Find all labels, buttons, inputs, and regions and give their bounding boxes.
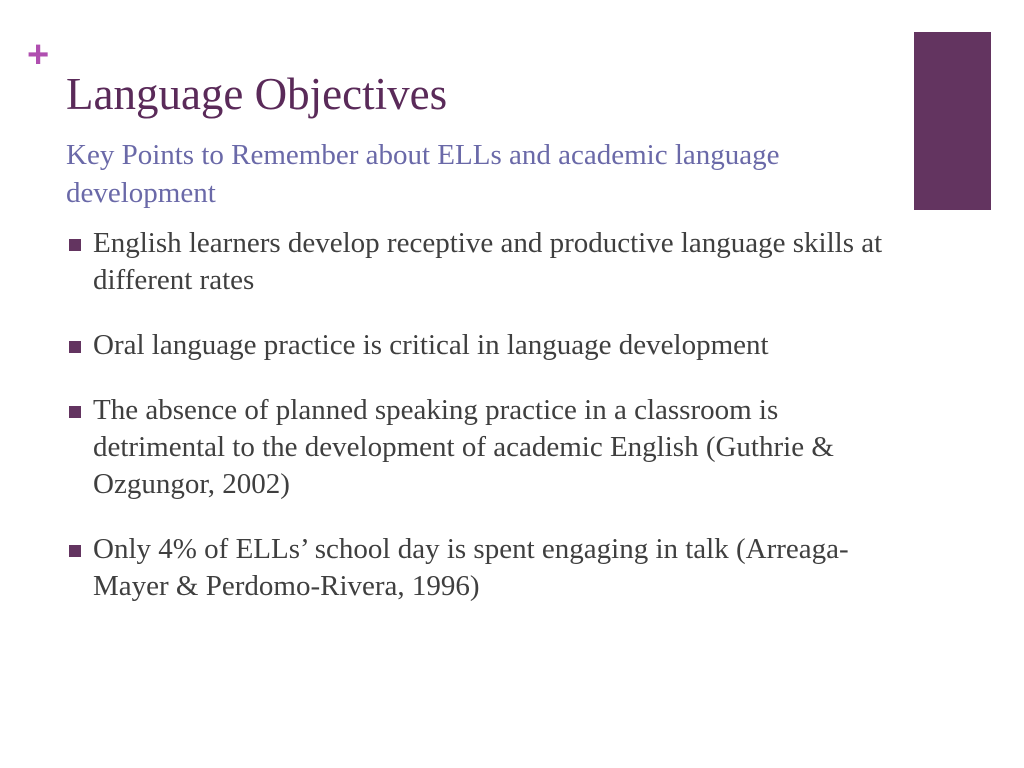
- bullet-item: [66, 225, 896, 299]
- bullet-text: English learners develop receptive and productive language skills at different rates: [93, 227, 883, 296]
- slide-subtitle: Key Points to Remember about ELLs and academic language development: [66, 139, 780, 209]
- slide-title: Language Objectives: [66, 69, 448, 119]
- bullet-item: [66, 531, 896, 605]
- square-bullet-icon: [69, 406, 81, 418]
- plus-icon: +: [27, 34, 50, 76]
- square-bullet-icon: [69, 239, 81, 251]
- bullet-text: Only 4% of ELLs’ school day is spent engaging in talk (Arreaga-Mayer & Perdomo-Rivera, 1996): [93, 533, 849, 602]
- bullet-item: [66, 327, 896, 364]
- bullet-list: [66, 225, 896, 633]
- square-bullet-icon: [69, 545, 81, 557]
- bullet-text: The absence of planned speaking practice in a classroom is detrimental to the development of academic English (Guthrie & Ozgungor, 2002): [93, 394, 834, 500]
- square-bullet-icon: [69, 341, 81, 353]
- accent-bar: [914, 32, 991, 210]
- bullet-text: Oral language practice is critical in language development: [93, 329, 769, 361]
- bullet-item: [66, 392, 896, 503]
